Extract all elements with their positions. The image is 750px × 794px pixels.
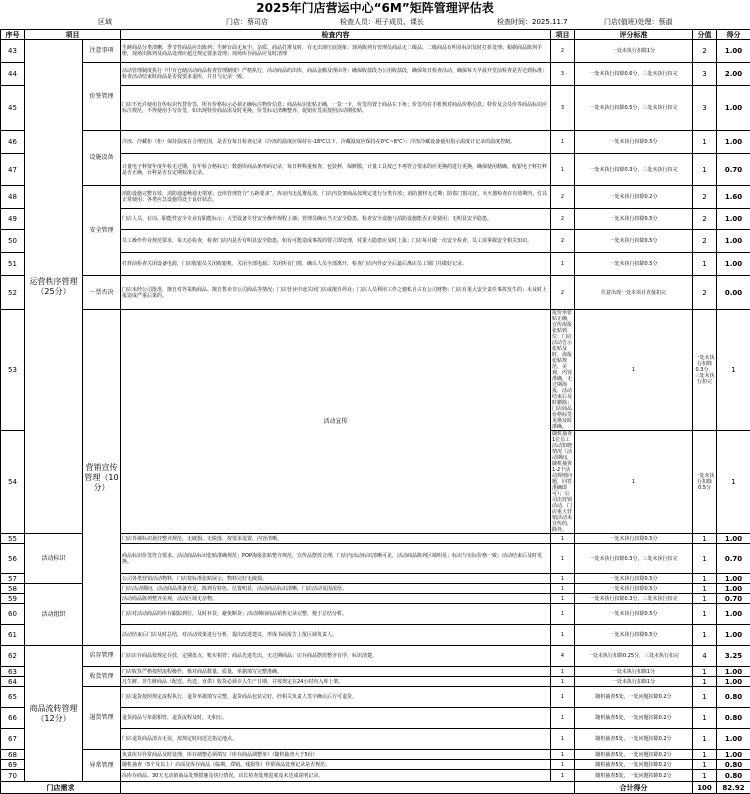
total-label: 合计得分: [575, 782, 693, 794]
row-value: 2: [693, 276, 717, 310]
row-no: 59: [1, 594, 25, 604]
row-value: 1: [693, 667, 717, 677]
row-score: 1.00: [717, 534, 750, 544]
row-content: 门店退货按照规定流程执行，退货单据填写完整，退货商品包装完好，经相关负责人签字确认后方可退货。: [121, 687, 551, 708]
table-row: [1, 750, 750, 760]
row-no: 58: [1, 584, 25, 594]
row-score: 1.60: [717, 186, 750, 209]
row-standard: 一处未执行扣除1分: [575, 677, 693, 687]
row-standard: 一处未执行扣除0.5分: [693, 431, 717, 534]
row-score: 1.00: [717, 604, 750, 625]
section-marketing: 营销宣传管理（10分）: [83, 310, 121, 646]
row-standard: 随机抽查5处，一处问题扣除0.2分: [575, 770, 693, 782]
row-content: 活动管理制度执行《中百仓储活动商品检查管理制度》严格执行，活动商品的出库，商品金额及理由等；确保收款段为公用收款段，确保每日检查活动，确保每天早晨开堂前检查是否达到标准；检查活动结束时商品是否按要求退库，并且与记录一致。: [121, 63, 551, 86]
sub-equip: 设施设备: [83, 131, 121, 186]
row-value: 1: [693, 131, 717, 154]
row-content: 门店不允许使用自传标识代替价签，所有价格标示必须正确标注物价信息；商品标识张贴正确，一货一卡，价签均置于商品左下角；价签均在手机核对商品价格信息；特价及会员价等商品标识应标注规范，不得使用手写价签，如出现特价商品需及时更换。价签标记清晰整齐，促销价签需按照活动期张贴。: [121, 86, 551, 131]
row-value: 1: [693, 534, 717, 544]
row-value: 1: [717, 431, 750, 534]
row-standard: 一处未执行扣除0.3分，三处未执行扣完: [575, 594, 693, 604]
row-type: 1: [551, 594, 575, 604]
sub-promo: 活动宣传: [121, 310, 551, 534]
row-value: 1: [717, 310, 750, 431]
row-standard: 一处未执行扣除0.5分: [575, 584, 693, 594]
row-value: 1: [693, 677, 717, 687]
row-type: 1: [551, 253, 575, 276]
sub-org: 活动组织: [25, 584, 83, 646]
row-type: 2: [551, 186, 575, 209]
row-standard: 一处未执行扣除0.5分: [575, 574, 693, 584]
row-content: 报价单张贴正确，宣传海报张贴到位；门店活动告示张贴及时，海报张贴规范、美观，内容准确，无过期海报，活动结束后及时撤除；门店商品价格标签更换及时准确。: [551, 310, 575, 431]
row-score: 1.00: [717, 750, 750, 760]
row-content: 员工操作作业规范要求，每天必检查，检查门店内是否有明显安全隐患，如有可能造成事故的要立即处理，对重大隐患应及时上报；门店每月做一次安全检查，员工需掌握安全相关知识。: [121, 230, 551, 253]
row-type: 3: [551, 86, 575, 131]
row-score: 1.00: [717, 131, 750, 154]
row-no: 45: [1, 86, 25, 131]
sub-price: 价签管理: [83, 63, 121, 131]
row-no: 52: [1, 276, 25, 310]
row-type: 2: [551, 276, 575, 310]
row-content: 消防设施完整有效，消防通道畅通无堵塞；仓库管理符合“五距要求”，库房内无乱堆乱放，门店内货架商品按规定进行分类存放；消防器材无过期；防盗门窗完好，灭火器检查在有效期内，灯具正常使用；各类应急设施均处于良好状态。: [121, 186, 551, 209]
sub-ret: 退货管理: [83, 687, 121, 750]
row-no: 63: [1, 667, 25, 677]
row-content: 活动结束后门店及时总结，对活动效果进行分析，提出改进建议，形成书面报告上报区域负责人。: [121, 625, 551, 646]
row-no: 70: [1, 770, 25, 782]
row-value: 1: [693, 729, 717, 750]
row-no: 47: [1, 154, 25, 186]
sub-safety: 安全管理: [83, 186, 121, 276]
row-score: 1.00: [717, 40, 750, 63]
row-no: 57: [1, 574, 25, 584]
row-content: 门店店存商品按规定存放，定期盘点，账实相符；商品先进先出，无过期商品；店存商品摆放整齐有序，标识清楚。: [121, 646, 551, 667]
row-no: 60: [1, 604, 25, 625]
row-score: 1.00: [717, 625, 750, 646]
sheet-title: 2025年门店营运中心“6M”矩阵管理评估表: [0, 0, 750, 17]
row-standard: 一处未执行扣除0.5分: [575, 604, 693, 625]
row-value: 1: [693, 594, 717, 604]
row-value: 1: [693, 604, 717, 625]
row-no: 46: [1, 131, 25, 154]
row-content: 门店未经公司批准，擅自对外采购商品、擅自售卖非公司商品等情况；门店营业中途关闭门店或擅自停业；门店人员利用工作之便私自占有公司财物；门店有重大安全责任事故发生的；未及时上报造成严重后果的。: [121, 276, 551, 310]
header-score: 得分: [717, 30, 750, 40]
row-no: 61: [1, 625, 25, 646]
date-label: 检查时间：2025.11.7: [497, 17, 568, 28]
row-type: 1: [551, 584, 575, 594]
row-standard: 一处未执行扣除0.5分: [575, 625, 693, 646]
row-score: 0.80: [717, 687, 750, 708]
row-score: 3.25: [717, 646, 750, 667]
row-value: 1: [693, 625, 717, 646]
row-type: 1: [551, 729, 575, 750]
row-type: 1: [551, 667, 575, 677]
row-value: 1: [693, 584, 717, 594]
row-standard: 一处未执行扣除0.5分: [575, 253, 693, 276]
row-standard: 一处未执行扣除1分: [575, 40, 693, 63]
evaluation-table: [0, 29, 750, 794]
row-type: 1: [551, 604, 575, 625]
row-no: 53: [1, 310, 25, 431]
row-score: 1.00: [717, 86, 750, 131]
row-value: 1: [693, 154, 717, 186]
sub-old: 注意事项: [83, 40, 121, 63]
header-content: 检查内容: [121, 30, 551, 40]
header-standard: 评分标准: [575, 30, 693, 40]
row-value: 1: [693, 770, 717, 782]
row-value: 4: [693, 646, 717, 667]
header-value: 分值: [693, 30, 717, 40]
store-label: 门店：蔡司店: [226, 17, 268, 28]
table-row: [1, 40, 750, 63]
row-no: 50: [1, 230, 25, 253]
table-row: [1, 131, 750, 154]
row-content: 门店收货严格按照流程操作，核对商品数量、质量，单据填写完整准确。: [121, 667, 551, 677]
row-type: 1: [551, 770, 575, 782]
table-row: [1, 687, 750, 708]
table-row: [1, 646, 750, 667]
row-value: 3: [693, 63, 717, 86]
handler-label: 门店(值班)处理：蔡淑: [604, 17, 672, 28]
row-standard: 随机抽查5处，一处问题扣除0.2分: [575, 708, 693, 729]
row-content: 活动商品陈列整齐美观，活动区域无杂物。: [121, 594, 551, 604]
row-standard: 随机抽查5处，一处问题扣除0.2分: [575, 760, 693, 770]
sub-onecheck: 一票否决: [83, 276, 121, 310]
row-score: 0.80: [717, 770, 750, 782]
store-needs-label: 门店需求: [1, 782, 121, 794]
row-no: 66: [1, 708, 25, 729]
header-item: 项目: [25, 30, 121, 40]
row-score: 1.00: [717, 253, 750, 276]
row-score: 2.00: [717, 63, 750, 86]
row-standard: 一处未执行扣除0.3分，三处未执行扣完: [575, 154, 693, 186]
row-type: 1: [551, 544, 575, 574]
row-score: 0.70: [717, 594, 750, 604]
row-score: 1.00: [717, 677, 750, 687]
row-standard: 一处未执行扣除0.5分: [575, 131, 693, 154]
header-type: 项目: [551, 30, 575, 40]
row-content: 高库存商品、30天无动销商品处理措施及执行情况，店长检查处理进度及未达成说明记录。: [121, 770, 551, 782]
row-content: 打烊前检查关闭设备电源，门店收银员关闭收银机，关闭全部电源；关闭所有门窗，确认人员全部离开，检查门店内外安全后最后离店员工锁门并做好记录。: [121, 253, 551, 276]
row-value: 1: [693, 253, 717, 276]
row-value: 2: [693, 40, 717, 63]
row-type: 1: [551, 534, 575, 544]
row-content: 生鲜商品分类清晰，季节性商品应出陈列；生鲜台面无灰尘、杂质、商品打堆及时，有无出现压底现象；现场陈列有管理员商品无二级品、二级商品有明显标识及时打折处理；根据商品陈列手册，现场出陈列及商品处理应超过规定要求处理；现场库存商品应及时清理: [121, 40, 551, 63]
row-value: 3: [693, 86, 717, 131]
row-no: 43: [1, 40, 25, 63]
row-type: 1: [551, 574, 575, 584]
row-no: 49: [1, 209, 25, 230]
row-score: 1.00: [717, 574, 750, 584]
row-type: 2: [551, 230, 575, 253]
sub-abn: 异常管理: [83, 750, 121, 782]
section-operations: 运营秩序管理（25分）: [25, 40, 83, 534]
row-score: 0.70: [717, 154, 750, 186]
row-type: 1: [551, 154, 575, 186]
row-no: 67: [1, 729, 25, 750]
row-score: 1.00: [717, 209, 750, 230]
table-row: [1, 186, 750, 209]
row-standard: 任意出现一处本项目直接扣完: [575, 276, 693, 310]
row-type: 2: [551, 209, 575, 230]
row-type: 4: [551, 646, 575, 667]
row-score: 0.70: [717, 544, 750, 574]
row-score: 1.00: [717, 230, 750, 253]
row-type: 1: [551, 687, 575, 708]
header-no: 序号: [1, 30, 25, 40]
row-type: 1: [551, 677, 575, 687]
row-standard: 一处未执行扣除0.5分，三处未执行扣完: [575, 86, 693, 131]
row-no: 68: [1, 750, 25, 760]
table-row: [1, 63, 750, 86]
row-type: 1: [575, 431, 693, 534]
row-no: 51: [1, 253, 25, 276]
row-score: 1.00: [717, 667, 750, 677]
row-standard: 一处未执行扣除0.5分: [575, 230, 693, 253]
total-value: 100: [693, 782, 717, 794]
row-no: 65: [1, 687, 25, 708]
row-no: 54: [1, 431, 25, 534]
row-standard: 随机抽查5处，一处问题扣除0.2分: [575, 729, 693, 750]
row-standard: 随机抽查5处，一处问题扣除0.2分: [575, 687, 693, 708]
region-label: 区域: [98, 17, 112, 28]
row-content: 门店人员、在岗、职能性安全专业有职能标示；大型设备专营安全操作规程上墙；管理员确认当天安全隐患，检查安全设施与消防设施能否正常使用；无明显安全隐患。: [121, 209, 551, 230]
row-value: 1: [693, 544, 717, 574]
row-score: 0.80: [717, 708, 750, 729]
row-content: 随机抽查（5个及以上）店面及库存商品（临期、滞销、残损等）异常商品处理记录是否规范。: [121, 760, 551, 770]
row-content: 门店对活动商品的库存跟踪到位，及时补货，避免断货；活动期间商品销售记录完整，便于总结分析。: [121, 604, 551, 625]
row-value: 1: [693, 574, 717, 584]
table-row: [1, 667, 750, 677]
row-no: 56: [1, 544, 25, 574]
row-type: 3: [551, 63, 575, 86]
sub-store-mgmt: 店存管理: [83, 646, 121, 667]
row-content: 凡生鲜、非生鲜商品（配送、代送、直供）收货必须专人生产日期，并按规定在24小时内入库上架。: [121, 677, 551, 687]
row-type: 1: [551, 625, 575, 646]
row-content: 门店活动期间，活动商品准备充足，陈列有特色，位置明显，活动商品标识清晰，门店活动氛围浓厚。: [121, 584, 551, 594]
section-goods-flow: 商品流转管理（12分）: [25, 646, 83, 782]
row-type: 1: [551, 760, 575, 770]
row-standard: 一处未执行扣除0.25分，三处未执行扣完: [575, 646, 693, 667]
row-content: 计量电子秤按年度年检无过期，有年检合格标记；数据库商品条形码记录，每日秤称重核查，包装秤、保鲜膜、计量工具按已不再符合要求的应更换的进行更换，确保使用精确。收银电子秤打秤是否正确，台秤是否有定期校准记录。: [121, 154, 551, 186]
row-no: 62: [1, 646, 25, 667]
row-standard: 一处未执行扣除0.3分，三处未执行扣完: [575, 544, 693, 574]
row-value: 1: [693, 750, 717, 760]
row-value: 2: [693, 230, 717, 253]
row-standard: 一处未执行扣除0.2分: [575, 186, 693, 209]
row-type: 1: [575, 310, 693, 431]
table-row: [1, 276, 750, 310]
row-standard: 一处未执行扣除0.3分，三处未执行扣完: [693, 310, 717, 431]
row-type: 1: [551, 131, 575, 154]
row-score: 1.00: [717, 729, 750, 750]
row-content: 门店外墙标识悬挂整齐规范，无破损、无脱落，按要求设置，内容清晰。: [121, 534, 551, 544]
row-content: 退货商品与单据相符，退货流程及时，无积压。: [121, 708, 551, 729]
row-score: 0.00: [717, 276, 750, 310]
row-content: 门店退货商品清点无误，按规定时间送达指定地点。: [121, 729, 551, 750]
row-type: 2: [551, 40, 575, 63]
row-standard: 一处未执行扣除0.6分，三处未执行扣完: [575, 63, 693, 86]
row-standard: 一处未执行扣除0.5分: [575, 209, 693, 230]
row-no: 64: [1, 677, 25, 687]
total-score: 82.92: [717, 782, 750, 794]
header-row: [1, 30, 750, 40]
store-needs-value[interactable]: [121, 782, 575, 794]
row-content: 商品标识价签符合要求、活动商品标识张贴准确规范；POP海报张贴整齐规范，宣传品摆放合理，门店内活动标识清晰可见，活动商品陈列区域明显；标识与实际价格一致；活动结束后及时更换。: [121, 544, 551, 574]
sub-recv: 收货管理: [83, 667, 121, 687]
row-type: 1: [551, 708, 575, 729]
row-content: 冷冻、冷藏柜（柜）保持温度在合理范围，是否有每日检查记录（冷冻的温度应保持在-18℃以下，冷藏温度应保持在0℃~8℃）；冷冻冷藏设备使用指示温度计记录的温度控制。: [121, 131, 551, 154]
row-no: 55: [1, 534, 25, 544]
sub-sign: 活动标识: [25, 534, 83, 584]
row-score: 0.80: [717, 760, 750, 770]
row-type: 1: [551, 750, 575, 760]
row-no: 69: [1, 760, 25, 770]
row-value: 2: [693, 186, 717, 209]
row-no: 44: [1, 63, 25, 86]
table-row: [1, 310, 750, 431]
row-content: 公司各类营销活动物料，门店按标准张贴展示，物料完好无破损。: [121, 574, 551, 584]
row-no: 48: [1, 186, 25, 209]
row-value: 1: [693, 687, 717, 708]
row-content: 随机抽查1位员工活动知晓情况（活动期间，随机抽查1-2个活动规则问题，回答准确即可）；公司出营销活动，门店重大营销活动未宣传的，除外。: [551, 431, 575, 534]
footer-row: [1, 782, 750, 794]
row-value: 2: [693, 209, 717, 230]
inspector-label: 检查人员：班子成员、课长: [340, 17, 424, 28]
row-standard: 一处未执行扣除1分: [575, 667, 693, 677]
row-standard: 随机抽查5处，一处问题扣除0.2分: [575, 750, 693, 760]
row-score: 1.00: [717, 584, 750, 594]
row-value: 1: [693, 708, 717, 729]
row-value: 1: [693, 760, 717, 770]
row-content: 负责库存异常商品及时处理，库存调整必须填写《库存商品调整单》（随机抽查大于5份）: [121, 750, 551, 760]
row-standard: 一处未执行扣除0.5分: [575, 534, 693, 544]
